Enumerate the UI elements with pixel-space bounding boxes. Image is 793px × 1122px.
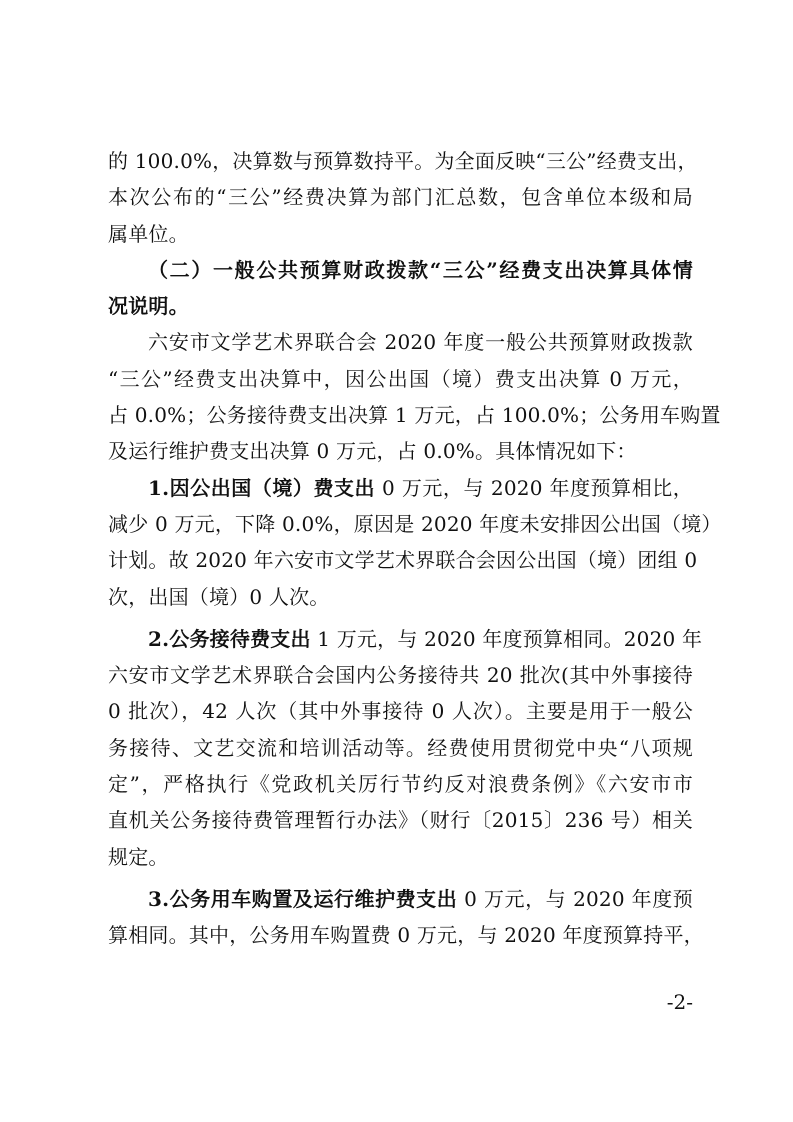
item-lead-rest: 1 万元，与 2020 年度预算相同。2020 年	[310, 626, 703, 651]
text-line: 规定。	[108, 844, 169, 869]
item-lead-rest: 0 万元，与 2020 年度预	[457, 886, 693, 911]
heading-line: （二）一般公共预算财政拨款“三公”经费支出决算具体情	[148, 257, 693, 282]
text-line: 务接待、文艺交流和培训活动等。经费使用贯彻党中央“八项规	[108, 735, 693, 760]
heading-line: 况说明。	[108, 294, 189, 319]
item-lead: 1.因公出国（境）费支出	[148, 475, 376, 500]
page-number: -2-	[666, 990, 693, 1014]
text-line: 计划。故 2020 年六安市文学艺术界联合会因公出国（境）团组 0	[108, 548, 698, 573]
text-line: 及运行维护费支出决算 0 万元，占 0.0%。具体情况如下：	[108, 439, 637, 464]
text-line: 定”，严格执行《党政机关厉行节约反对浪费条例》《六安市市	[108, 772, 693, 797]
text-line: 次，出国（境）0 人次。	[108, 584, 330, 609]
paragraph-item-3	[108, 881, 704, 954]
text-line: 0 批次），42 人次（其中外事接待 0 人次）。主要是用于一般公	[108, 699, 693, 724]
paragraph	[108, 324, 721, 469]
item-lead: 3.公务用车购置及运行维护费支出	[148, 886, 458, 911]
text-line: 本次公布的“三公”经费决算为部门汇总数，包含单位本级和局	[108, 185, 693, 210]
text-line: 占 0.0%；公务接待费支出决算 1 万元，占 100.0%；公务用车购置	[108, 403, 721, 428]
text-line	[108, 621, 703, 657]
paragraph-item-1	[108, 470, 722, 615]
text-line: 算相同。其中，公务用车购置费 0 万元，与 2020 年度预算持平，	[108, 923, 704, 948]
text-line: 六安市文学艺术界联合会国内公务接待共 20 批次(其中外事接待	[108, 663, 693, 688]
item-lead-rest: 0 万元，与 2020 年度预算相比，	[375, 475, 693, 500]
text-line: 属单位。	[108, 221, 189, 246]
document-body	[108, 143, 722, 954]
text-line	[108, 881, 693, 917]
item-lead: 2.公务接待费支出	[148, 626, 311, 651]
section-heading	[108, 252, 693, 325]
text-line: 的 100.0%，决算数与预算数持平。为全面反映“三公”经费支出，	[108, 149, 698, 173]
text-line: 六安市文学艺术界联合会 2020 年度一般公共预算财政拨款	[148, 330, 693, 355]
text-line: “三公”经费支出决算中，因公出国（境）费支出决算 0 万元，	[108, 366, 693, 391]
paragraph-item-2	[108, 621, 703, 875]
paragraph	[108, 143, 698, 252]
text-line: 减少 0 万元，下降 0.0%，原因是 2020 年度未安排因公出国（境）	[108, 511, 722, 536]
text-line: 直机关公务接待费管理暂行办法》（财行〔2015〕236 号）相关	[108, 808, 693, 833]
text-line	[108, 470, 693, 506]
